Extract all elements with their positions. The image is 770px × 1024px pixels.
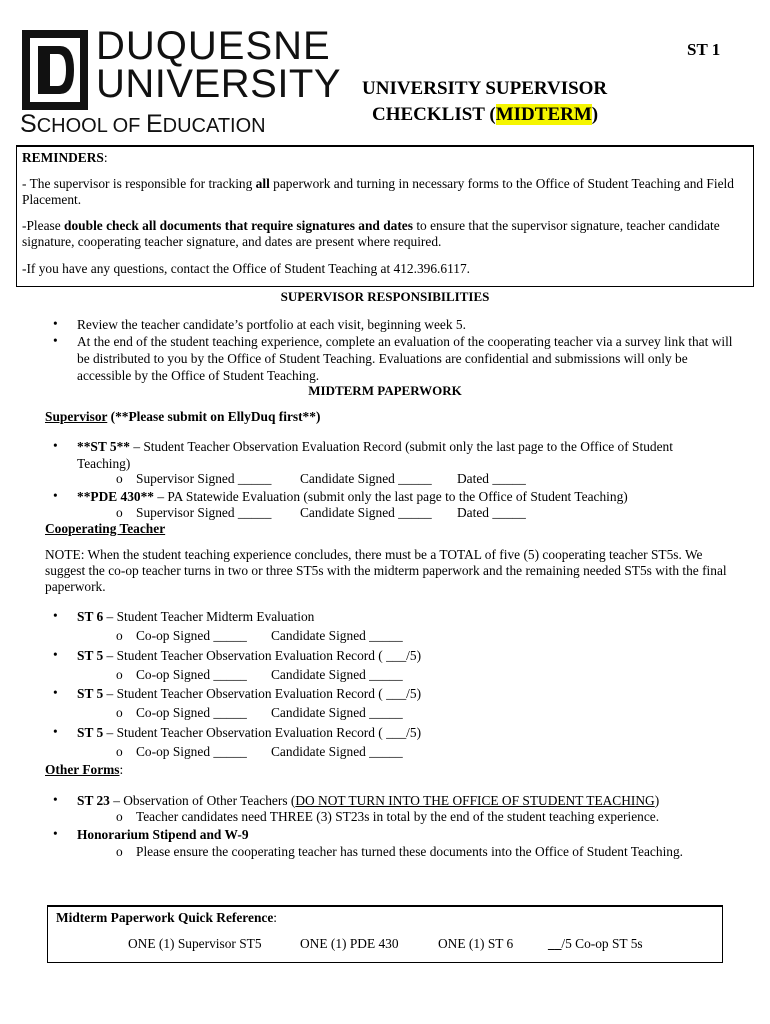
- midterm-highlight: MIDTERM: [495, 104, 592, 125]
- coop-item-st5-b: ST 5 – Student Teacher Observation Evaluation Record ( ___/5): [77, 686, 422, 701]
- st23-note: Teacher candidates need THREE (3) ST23s in total by the end of the student teaching experience.: [136, 809, 660, 824]
- sig-coop: Co-op Signed _____: [136, 628, 247, 643]
- supervisor-subheading: Supervisor (**Please submit on EllyDuq first**): [45, 409, 321, 424]
- reminder-2: -Please double check all documents that require signatures and dates to ensure that the supervisor signature, teacher candidate signature, cooperating teacher signature, and dates are present where required.: [22, 218, 720, 249]
- logo-line-university: UNIVERSITY: [96, 62, 342, 106]
- sig-coop: Co-op Signed _____: [136, 667, 247, 682]
- sig-supervisor: Supervisor Signed _____: [136, 471, 272, 486]
- quick-ref-item-3: ONE (1) ST 6: [438, 936, 514, 951]
- sub-bullet: o: [116, 471, 123, 486]
- sig-coop: Co-op Signed _____: [136, 744, 247, 759]
- sub-bullet: o: [116, 667, 123, 682]
- sig-candidate: Candidate Signed _____: [271, 705, 403, 720]
- sig-candidate: Candidate Signed _____: [271, 667, 403, 682]
- coop-note: NOTE: When the student teaching experience concludes, there must be a TOTAL of five (5) cooperating teacher ST5s. We suggest the co-op teacher turns in two or three ST5s with the midterm paperwork and the remaining needed ST5s with the final paperwork.: [45, 547, 727, 594]
- logo-line-duquesne: DUQUESNE: [96, 24, 331, 68]
- midterm-paperwork-heading: MIDTERM PAPERWORK: [308, 383, 462, 398]
- reminders-heading: REMINDERS:: [22, 150, 108, 165]
- reminder-3: -If you have any questions, contact the Office of Student Teaching at 412.396.6117.: [22, 261, 471, 276]
- page-title: [362, 76, 662, 128]
- coop-item-st5-a: ST 5 – Student Teacher Observation Evaluation Record ( ___/5): [77, 648, 422, 663]
- sig-supervisor: Supervisor Signed _____: [136, 505, 272, 520]
- other-item-honorarium: Honorarium Stipend and W-9: [77, 827, 249, 842]
- coop-item-st6: ST 6 – Student Teacher Midterm Evaluation: [77, 609, 315, 624]
- sig-candidate: Candidate Signed _____: [300, 471, 432, 486]
- reminders-box: [16, 145, 754, 287]
- quick-ref-heading: Midterm Paperwork Quick Reference:: [56, 910, 278, 925]
- sub-bullet: o: [116, 844, 123, 859]
- other-forms-subheading: Other Forms:: [45, 762, 124, 777]
- sig-dated: Dated _____: [457, 505, 526, 520]
- sub-bullet: o: [116, 628, 123, 643]
- supervisor-responsibilities-heading: SUPERVISOR RESPONSIBILITIES: [280, 289, 490, 304]
- quick-reference-box: [47, 905, 723, 963]
- sub-bullet: o: [116, 705, 123, 720]
- sub-bullet: o: [116, 809, 123, 824]
- duquesne-logo: [20, 24, 342, 140]
- form-code: ST 1: [687, 40, 721, 59]
- sig-dated: Dated _____: [457, 471, 526, 486]
- sup-item-st5: **ST 5** – Student Teacher Observation Evaluation Record (submit only the last page to the Office of Student Teaching): [77, 439, 673, 471]
- quick-ref-item-2: ONE (1) PDE 430: [300, 936, 399, 951]
- sig-candidate: Candidate Signed _____: [300, 505, 432, 520]
- sig-candidate: Candidate Signed _____: [271, 744, 403, 759]
- resp-item-2: At the end of the student teaching experience, complete an evaluation of the cooperating teacher via a survey link that will be distributed to you by the Office of Student Teaching. Evaluations are confidential and submissions will only be accessible by the Office of Student Teaching.: [77, 334, 733, 383]
- logo-line-school: SCHOOL OF EDUCATION: [20, 110, 266, 138]
- sup-item-pde430: **PDE 430** – PA Statewide Evaluation (submit only the last page to the Office of Student Teaching): [77, 489, 628, 504]
- other-item-st23: ST 23 – Observation of Other Teachers (DO NOT TURN INTO THE OFFICE OF STUDENT TEACHING): [77, 793, 660, 808]
- quick-ref-item-4: __/5 Co-op ST 5s: [548, 936, 643, 951]
- reminder-1: - The supervisor is responsible for tracking all paperwork and turning in necessary forms to the Office of Student Teaching and Field Placement.: [22, 176, 734, 207]
- honorarium-note: Please ensure the cooperating teacher has turned these documents into the Office of Student Teaching.: [136, 844, 684, 859]
- sub-bullet: o: [116, 505, 123, 520]
- cooperating-teacher-subheading: Cooperating Teacher: [45, 521, 166, 536]
- resp-item-1: Review the teacher candidate’s portfolio at each visit, beginning week 5.: [77, 317, 466, 332]
- title-line1: UNIVERSITY SUPERVISOR: [362, 78, 608, 99]
- sub-bullet: o: [116, 744, 123, 759]
- sig-coop: Co-op Signed _____: [136, 705, 247, 720]
- coop-item-st5-c: ST 5 – Student Teacher Observation Evaluation Record ( ___/5): [77, 725, 422, 740]
- quick-ref-item-1: ONE (1) Supervisor ST5: [128, 936, 262, 951]
- title-line2: CHECKLIST (MIDTERM): [372, 104, 599, 125]
- sig-candidate: Candidate Signed _____: [271, 628, 403, 643]
